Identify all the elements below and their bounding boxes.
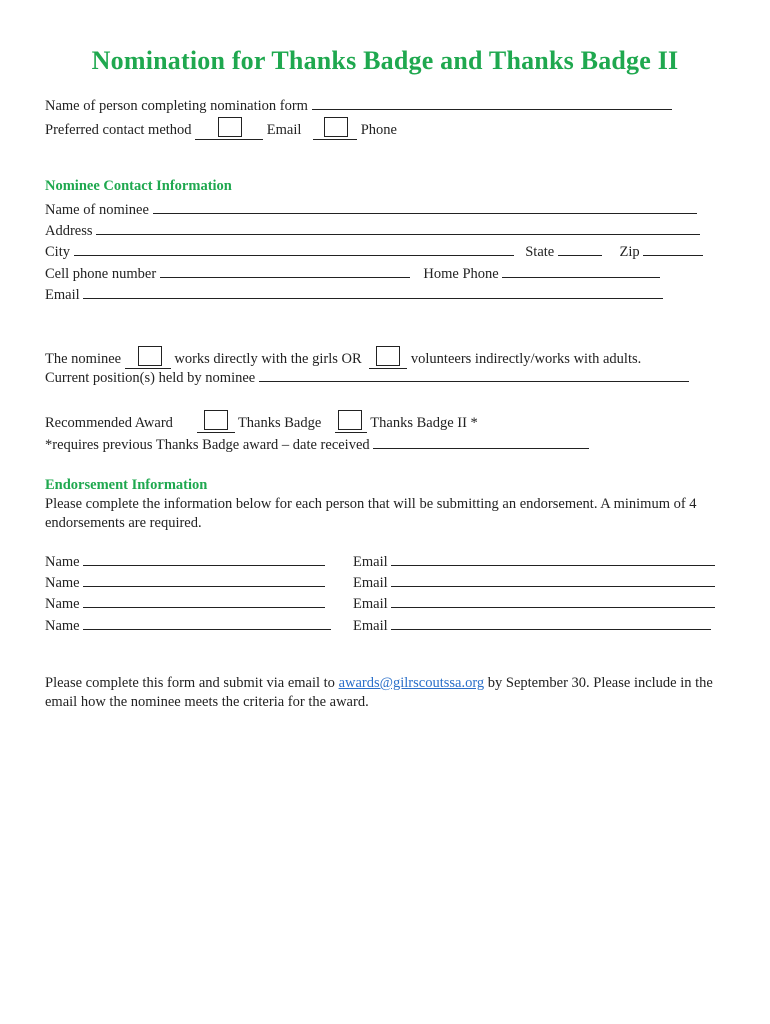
cell-phone-label: Cell phone number xyxy=(45,266,157,282)
endorser-name-label: Name xyxy=(45,554,80,570)
contact-method-label: Preferred contact method xyxy=(45,122,192,138)
endorser-email-group xyxy=(353,551,715,571)
nominator-name-row xyxy=(45,95,672,115)
thanks-badge-ii-checkbox[interactable] xyxy=(338,410,362,430)
address-row xyxy=(45,220,700,240)
role-row xyxy=(45,346,641,369)
endorser-email-group xyxy=(353,615,711,635)
volunteers-label: volunteers indirectly/works with adults. xyxy=(410,351,642,367)
endorser-name-field[interactable] xyxy=(83,615,331,630)
phone-checkbox-wrap xyxy=(313,117,357,140)
cell-phone-field[interactable] xyxy=(160,263,410,278)
date-received-field[interactable] xyxy=(373,434,589,449)
works-directly-checkbox-wrap xyxy=(125,346,171,369)
endorser-email-field[interactable] xyxy=(391,551,715,566)
position-field[interactable] xyxy=(259,367,689,382)
home-phone-field[interactable] xyxy=(502,263,660,278)
nominee-email-field[interactable] xyxy=(83,284,663,299)
endorsement-section-heading: Endorsement Information xyxy=(45,477,208,493)
nominee-email-label: Email xyxy=(45,287,80,303)
volunteers-checkbox[interactable] xyxy=(376,346,400,366)
state-label: State xyxy=(525,244,555,260)
phone-row xyxy=(45,263,660,283)
works-directly-checkbox[interactable] xyxy=(138,346,162,366)
awards-email-link[interactable]: awards@gilrscoutssa.org xyxy=(338,675,485,691)
zip-label: Zip xyxy=(619,244,640,260)
home-phone-label: Home Phone xyxy=(423,266,499,282)
thanks-badge-checkbox[interactable] xyxy=(204,410,228,430)
endorser-email-label: Email xyxy=(353,596,388,612)
position-label: Current position(s) held by nominee xyxy=(45,370,256,386)
form-title: Nomination for Thanks Badge and Thanks Badge II xyxy=(91,46,679,75)
endorser-name-field[interactable] xyxy=(83,551,325,566)
award-note-row xyxy=(45,434,589,454)
city-field[interactable] xyxy=(74,241,514,256)
submission-instructions xyxy=(45,674,725,712)
endorser-email-field[interactable] xyxy=(391,615,711,630)
award-note: *requires previous Thanks Badge award – date received xyxy=(45,437,370,453)
endorsement-row xyxy=(45,593,388,613)
endorser-email-label: Email xyxy=(353,554,388,570)
works-directly-label: works directly with the girls OR xyxy=(174,351,362,367)
zip-field[interactable] xyxy=(643,241,703,256)
endorser-email-field[interactable] xyxy=(391,572,715,587)
award-label: Recommended Award xyxy=(45,415,173,431)
contact-method-row xyxy=(45,117,397,140)
city-row xyxy=(45,241,703,261)
endorsement-row xyxy=(45,572,388,592)
endorser-email-group xyxy=(353,572,715,592)
email-option-label: Email xyxy=(266,122,302,138)
award-row xyxy=(45,410,478,433)
city-label: City xyxy=(45,244,70,260)
role-prefix: The nominee xyxy=(45,351,122,367)
endorser-name-field[interactable] xyxy=(83,593,325,608)
thanks-badge-label: Thanks Badge xyxy=(237,415,322,431)
position-row xyxy=(45,367,689,387)
nominator-name-label: Name of person completing nomination form xyxy=(45,98,308,114)
nominee-email-row xyxy=(45,284,663,304)
email-checkbox-wrap xyxy=(195,117,263,140)
thanks-badge-ii-checkbox-wrap xyxy=(335,410,367,433)
endorser-name-field[interactable] xyxy=(83,572,325,587)
address-field[interactable] xyxy=(96,220,700,235)
email-checkbox[interactable] xyxy=(218,117,242,137)
phone-option-label: Phone xyxy=(360,122,397,138)
state-field[interactable] xyxy=(558,241,602,256)
nominee-name-field[interactable] xyxy=(153,199,697,214)
endorsement-instructions: Please complete the information below for each person that will be submitting an endorsement. A minimum of 4 endorsements are required. xyxy=(45,496,697,531)
endorser-name-label: Name xyxy=(45,596,80,612)
nominee-name-row xyxy=(45,199,697,219)
endorser-email-label: Email xyxy=(353,575,388,591)
volunteers-checkbox-wrap xyxy=(369,346,407,369)
nominator-name-field[interactable] xyxy=(312,95,672,110)
address-label: Address xyxy=(45,223,93,239)
endorser-name-label: Name xyxy=(45,618,80,634)
endorsement-row xyxy=(45,615,388,635)
endorsement-row xyxy=(45,551,388,571)
endorser-email-label: Email xyxy=(353,618,388,634)
endorser-email-field[interactable] xyxy=(391,593,715,608)
phone-checkbox[interactable] xyxy=(324,117,348,137)
thanks-badge-ii-label: Thanks Badge II * xyxy=(370,415,478,431)
endorser-email-group xyxy=(353,593,715,613)
submission-text-before: Please complete this form and submit via email to xyxy=(45,675,335,691)
submission-text-after: by September 30. Please include in the email how the nominee meets the criteria for the award. xyxy=(45,675,713,710)
thanks-badge-checkbox-wrap xyxy=(197,410,235,433)
nominee-section-heading: Nominee Contact Information xyxy=(45,178,232,194)
endorser-name-label: Name xyxy=(45,575,80,591)
nominee-name-label: Name of nominee xyxy=(45,202,149,218)
